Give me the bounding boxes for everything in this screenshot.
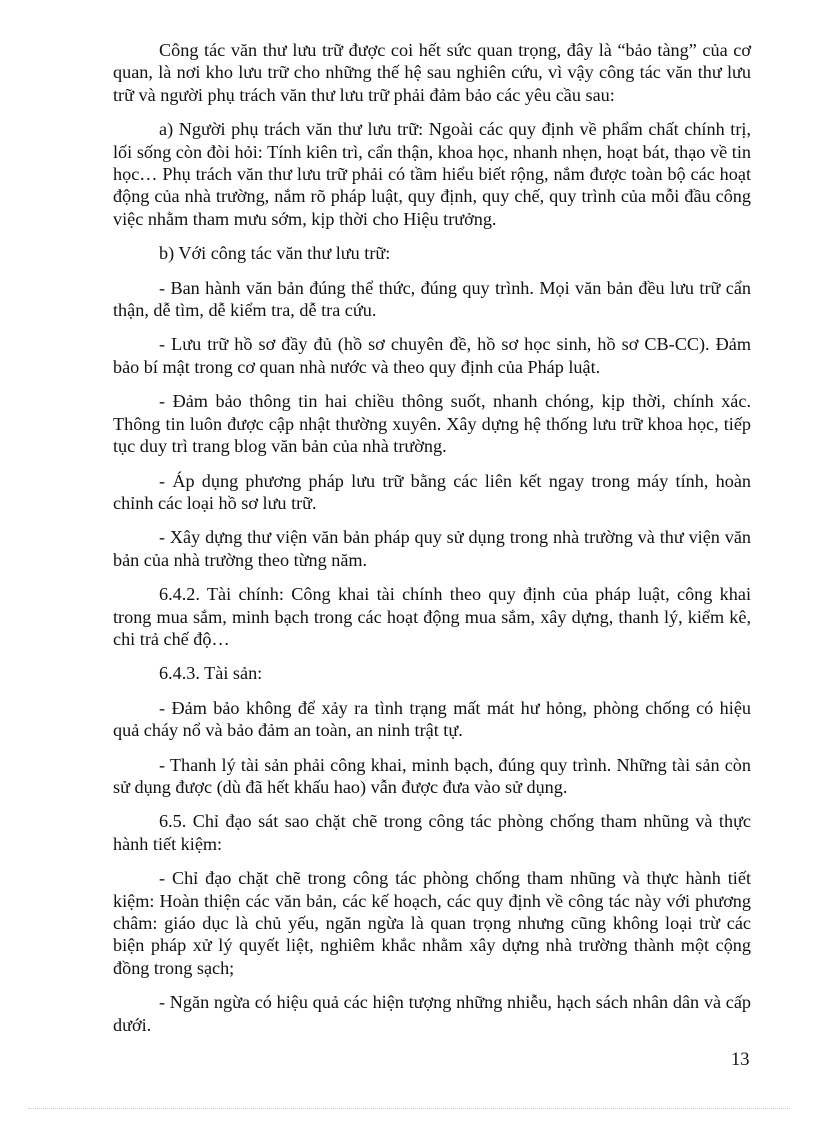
paragraph-archive-intro: Công tác văn thư lưu trữ được coi hết sức quan trọng, đây là “bảo tàng” của cơ quan, là nơi kho lưu trữ cho những thế hệ sau nghiên cứu, vì vậy công tác văn thư lưu trữ và người phụ trách văn thư lưu trữ phải đảm bảo các yêu cầu sau: <box>113 40 751 105</box>
bullet-asset-protection: - Đảm bảo không để xảy ra tình trạng mất mát hư hỏng, phòng chống có hiệu quả cháy nổ và bảo đảm an toàn, an ninh trật tự. <box>113 697 751 741</box>
section-6-5-anti-corruption-heading: 6.5. Chỉ đạo sát sao chặt chẽ trong công tác phòng chống tham nhũng và thực hành tiết kiệm: <box>113 811 751 854</box>
section-6-4-2-finance: 6.4.2. Tài chính: Công khai tài chính theo quy định của pháp luật, công khai trong mua sắm, minh bạch trong các hoạt động mua sắm, xây dựng, thanh lý, kiểm kê, chi trả chế độ… <box>113 584 751 649</box>
page-body <box>113 39 751 1048</box>
bullet-computer-links: - Áp dụng phương pháp lưu trữ bằng các liên kết ngay trong máy tính, hoàn chỉnh các loại hồ sơ lưu trữ. <box>113 470 751 513</box>
bullet-asset-liquidation: - Thanh lý tài sản phải công khai, minh bạch, đúng quy trình. Những tài sản còn sử dụng được (dù đã hết khấu hao) vẫn được đưa vào sử dụng. <box>113 754 751 797</box>
page-bottom-border <box>28 1108 790 1109</box>
paragraph-archive-work-heading: b) Với công tác văn thư lưu trữ: <box>159 243 391 264</box>
bullet-document-library: - Xây dựng thư viện văn bản pháp quy sử dụng trong nhà trường và thư viện văn bản của nhà trường theo từng năm. <box>113 527 751 570</box>
bullet-store-records: - Lưu trữ hồ sơ đầy đủ (hồ sơ chuyên đề, hồ sơ học sinh, hồ sơ CB-CC). Đảm bảo bí mật trong cơ quan nhà nước và theo quy định của Pháp luật. <box>113 334 751 377</box>
bullet-prevent-harassment: - Ngăn ngừa có hiệu quả các hiện tượng những nhiễu, hạch sách nhân dân và cấp dưới. <box>113 992 751 1035</box>
bullet-information-flow: - Đảm bảo thông tin hai chiều thông suốt, nhanh chóng, kịp thời, chính xác. Thông tin luôn được cập nhật thường xuyên. Xây dựng hệ thống lưu trữ khoa học, tiếp tục duy trì trang blog văn bản của nhà trường. <box>113 391 751 457</box>
bullet-issue-documents: - Ban hành văn bản đúng thể thức, đúng quy trình. Mọi văn bản đều lưu trữ cẩn thận, dễ tìm, dễ kiểm tra, dễ tra cứu. <box>113 277 751 321</box>
paragraph-archive-staff: a) Người phụ trách văn thư lưu trữ: Ngoài các quy định về phẩm chất chính trị, lối sống còn đòi hỏi: Tính kiên trì, cẩn thận, khoa học, nhanh nhẹn, hoạt bát, thạo về tin học… Phụ trách văn thư lưu trữ phải có tầm hiểu biết rộng, nắm được toàn bộ các hoạt động của nhà trường, nắm rõ pháp luật, quy định, quy chế, quy trình của mỗi đầu công việc nhằm tham mưu sớm, kịp thời cho Hiệu trưởng. <box>113 119 751 229</box>
page-number: 13 <box>731 1050 750 1070</box>
bullet-anti-corruption-direction: - Chỉ đạo chặt chẽ trong công tác phòng chống tham nhũng và thực hành tiết kiệm: Hoàn thiện các văn bản, các kế hoạch, các quy định về công tác này với phương châm: giáo dục là chủ yếu, ngăn ngừa là quan trọng nhưng cũng không loại trừ các biện pháp xử lý quyết liệt, nghiêm khắc nhằm xây dựng nhà trường thành một cộng đồng trong sạch; <box>113 868 751 978</box>
section-6-4-3-assets-heading: 6.4.3. Tài sản: <box>159 663 263 684</box>
